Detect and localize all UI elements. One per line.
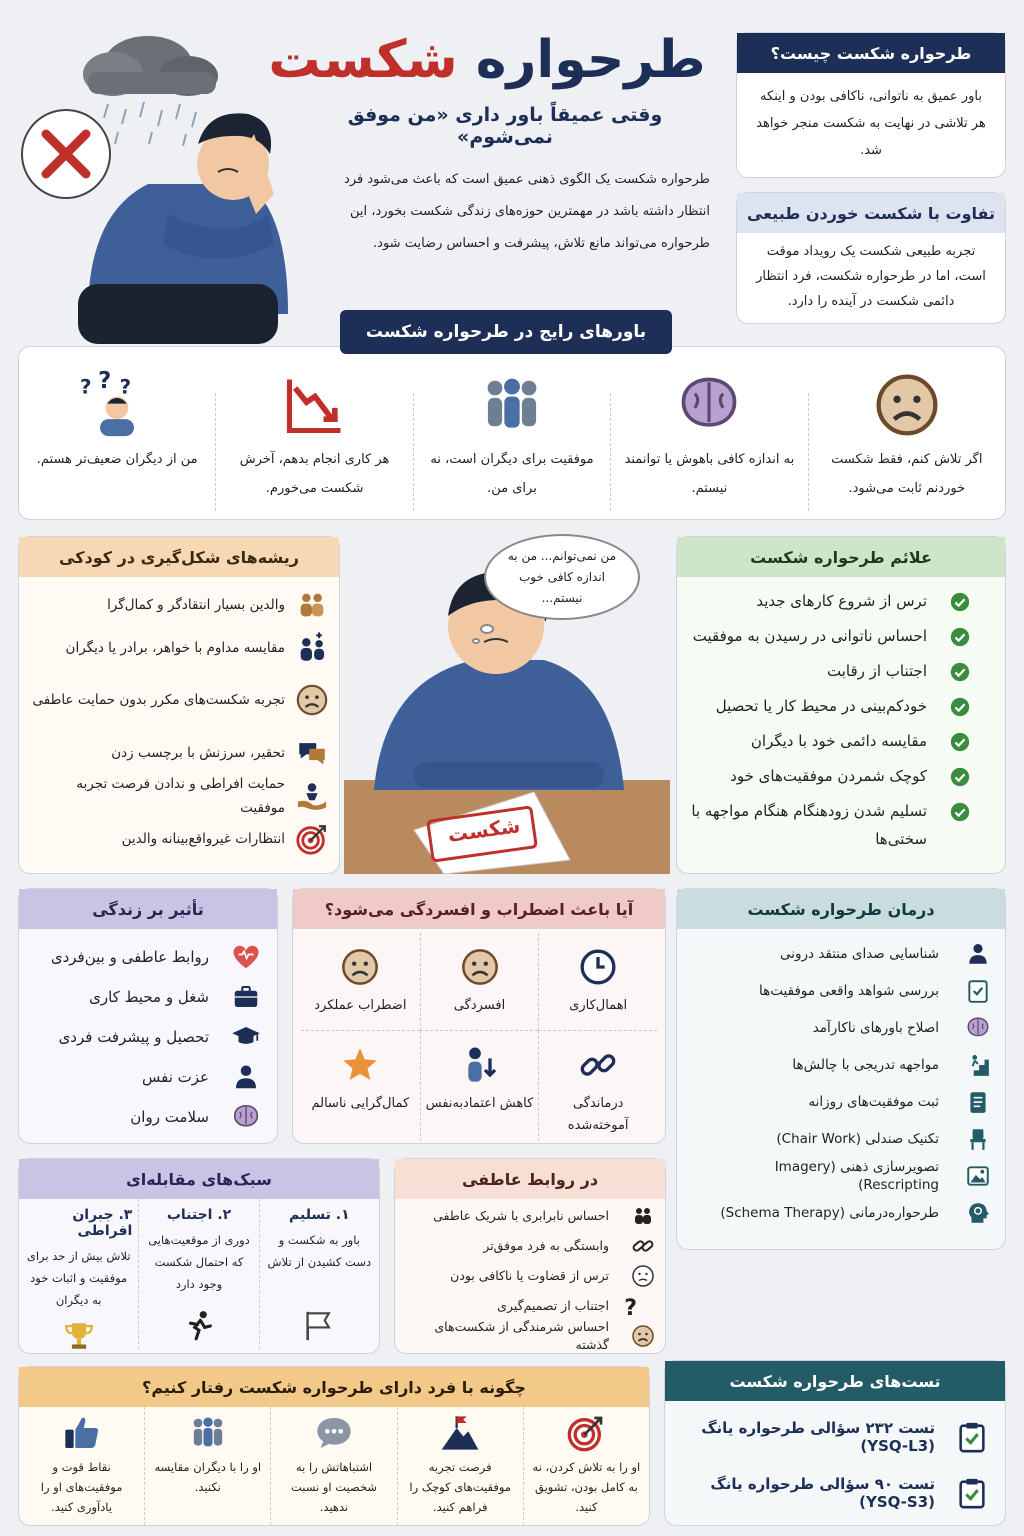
heart-icon — [231, 942, 261, 972]
roots-card — [18, 536, 340, 874]
treatment-text: بررسی شواهد واقعی موفقیت‌ها — [759, 982, 939, 999]
paper-label: شکست — [446, 813, 522, 847]
trophy-icon — [62, 1319, 96, 1353]
running-person-icon — [182, 1309, 216, 1343]
coping-grid — [19, 1199, 379, 1349]
chair-icon — [965, 1126, 991, 1152]
belief-item — [610, 393, 807, 511]
relationship-text: احساس نابرابری با شریک عاطفی — [433, 1208, 609, 1223]
belief-item — [808, 393, 1005, 511]
coping-item — [19, 1199, 138, 1349]
coping-title: سبک‌های مقابله‌ای — [19, 1159, 379, 1199]
relationship-text: اجتناب از تصمیم‌گیری — [497, 1298, 609, 1313]
mountain-flag-icon — [440, 1413, 480, 1453]
picture-icon — [965, 1163, 991, 1189]
coping-text: دوری از موقعیت‌هایی که احتمال شکست وجود دارد — [148, 1233, 250, 1291]
coping-name: ۳. جبران افراطی — [72, 1207, 133, 1239]
treatment-item — [691, 1157, 991, 1194]
anxiety-item — [420, 1031, 539, 1141]
sign-text: کوچک شمردن موفقیت‌های خود — [730, 767, 927, 785]
title-part-1: طرحواره — [475, 30, 706, 90]
sign-item — [691, 690, 991, 725]
sad-face-icon — [460, 947, 500, 987]
chain-icon — [578, 1045, 618, 1085]
beliefs-list — [19, 368, 1005, 511]
subtitle: وقتی عمیقاً باور داری «من موفق نمی‌شوم» — [347, 104, 663, 148]
check-circle-icon — [949, 696, 971, 718]
test-item — [681, 1409, 989, 1465]
belief-text: موفقیت برای دیگران است، نه برای من. — [430, 452, 594, 496]
svg-text:?: ? — [98, 368, 112, 394]
confused-person-icon — [80, 368, 151, 439]
treatment-item — [691, 1009, 991, 1046]
what-is-text: باور عمیق به ناتوانی، ناکافی بودن و اینکه هر تلاشی در نهایت به شکست منجر خواهد شد. — [756, 89, 986, 158]
what-is-card — [736, 32, 1006, 178]
how-text: اشتباهاتش را به شخصیت او نسبت ندهید. — [290, 1460, 378, 1514]
sign-item — [691, 795, 991, 853]
anxiety-text: اضطراب عملکرد — [314, 998, 407, 1013]
check-circle-icon — [949, 591, 971, 613]
impact-text: سلامت روان — [130, 1108, 209, 1126]
how-title: چگونه با فرد دارای طرحواره شکست رفتار کنیم؟ — [19, 1367, 649, 1407]
root-text: تحقیر، سرزنش با برچسب زدن — [111, 744, 285, 761]
hand-support-icon — [295, 779, 329, 813]
how-text: فرصت تجربه موفقیت‌های کوچک را فراهم کنید. — [409, 1460, 511, 1514]
brain-icon — [965, 1015, 991, 1041]
how-text: او را به تلاش کردن، نه به کامل بودن، تشویق کنید. — [532, 1460, 641, 1514]
how-item — [523, 1407, 649, 1525]
treatment-text: اصلاح باورهای ناکارآمد — [812, 1019, 939, 1036]
clipboard-check-icon — [955, 1420, 989, 1454]
belief-item — [413, 393, 610, 511]
root-item — [29, 583, 329, 626]
relationships-card — [394, 1158, 666, 1354]
tests-list — [665, 1401, 1005, 1529]
tests-card — [664, 1360, 1006, 1526]
thought-text: من نمی‌توانم... من به اندازه کافی خوب نیستم... — [507, 548, 617, 605]
treatment-item — [691, 1046, 991, 1083]
check-circle-icon — [949, 766, 971, 788]
relationship-item — [405, 1291, 655, 1321]
relationship-item — [405, 1201, 655, 1231]
impact-item — [35, 1097, 261, 1137]
relationship-item — [405, 1261, 655, 1291]
root-item — [29, 731, 329, 774]
center-illustration — [344, 530, 670, 874]
how-item — [270, 1407, 396, 1525]
people-icon — [188, 1413, 228, 1453]
root-text: حمایت افراطی و ندادن فرصت تجربه موفقیت — [76, 775, 285, 816]
checklist-icon — [965, 978, 991, 1004]
how-text: او را با دیگران مقایسه نکنید. — [154, 1460, 262, 1494]
sad-face-icon — [295, 683, 329, 717]
couple-icon — [631, 1204, 655, 1228]
sign-item — [691, 725, 991, 760]
anxiety-item — [538, 1031, 657, 1141]
treatment-title: درمان طرحواره شکست — [677, 889, 1005, 929]
how-text: نقاط قوت و موفقیت‌های او را یادآوری کنید. — [40, 1460, 123, 1514]
treatment-item — [691, 1194, 991, 1231]
root-text: انتظارات غیرواقع‌بینانه والدین — [121, 830, 285, 847]
check-circle-icon — [949, 661, 971, 683]
person-icon — [965, 941, 991, 967]
root-text: مقایسه مداوم با خواهر، برادر یا دیگران — [65, 639, 285, 656]
sign-text: خودکم‌بینی در محیط کار یا تحصیل — [715, 697, 927, 715]
stairs-icon — [965, 1052, 991, 1078]
anxiety-item — [301, 1031, 420, 1141]
anxiety-card — [292, 888, 666, 1144]
difference-text: تجربه طبیعی شکست یک رویداد موقت است، اما در طرحواره شکست، فرد انتظار دائمی شکست در آینده را دارد. — [756, 244, 986, 309]
clipboard-check-icon — [955, 1476, 989, 1510]
impact-text: عزت نفس — [141, 1068, 209, 1086]
belief-item — [19, 368, 215, 511]
impact-text: شغل و محیط کاری — [89, 988, 209, 1006]
anxiety-text: افسردگی — [453, 998, 506, 1013]
anxiety-grid — [293, 929, 665, 1145]
sign-text: احساس ناتوانی در رسیدن به موفقیت — [692, 627, 927, 645]
title-part-2: شکست — [268, 30, 458, 90]
white-flag-icon — [302, 1309, 336, 1343]
impact-item — [35, 977, 261, 1017]
belief-text: به اندازه کافی باهوش یا توانمند نیستم. — [624, 452, 795, 496]
sign-item — [691, 655, 991, 690]
compare-icon — [295, 631, 329, 665]
belief-text: هر کاری انجام بدهم، آخرش شکست می‌خورم. — [239, 452, 390, 496]
svg-text:?: ? — [624, 1296, 637, 1321]
relationships-list — [395, 1199, 665, 1353]
check-circle-icon — [949, 626, 971, 648]
how-item — [144, 1407, 270, 1525]
clock-icon — [578, 947, 618, 987]
impact-list — [19, 929, 277, 1145]
root-text: تجربه شکست‌های مکرر بدون حمایت عاطفی — [32, 692, 285, 708]
anxiety-text: اهمال‌کاری — [569, 998, 628, 1013]
treatment-text: ثبت موفقیت‌های روزانه — [808, 1093, 939, 1110]
treatment-item — [691, 1120, 991, 1157]
how-item — [19, 1407, 144, 1525]
what-is-title: طرحواره شکست چیست؟ — [737, 33, 1005, 73]
treatment-item — [691, 972, 991, 1009]
people-icon — [478, 371, 546, 439]
target-icon — [566, 1413, 606, 1453]
signs-card — [676, 536, 1006, 874]
impact-item — [35, 1057, 261, 1097]
sad-face-icon — [340, 947, 380, 987]
coping-name: ۱. تسلیم — [289, 1207, 350, 1223]
root-item — [29, 817, 329, 860]
impact-item — [35, 937, 261, 977]
thought-bubble — [484, 534, 640, 620]
root-item — [29, 626, 329, 669]
impact-title: تأثیر بر زندگی — [19, 889, 277, 929]
anxiety-text: درماندگی آموخته‌شده — [567, 1096, 629, 1133]
signs-title: علائم طرحواره شکست — [677, 537, 1005, 577]
beliefs-card — [18, 346, 1006, 520]
treatment-text: طرحواره‌درمانی (Schema Therapy) — [720, 1204, 939, 1221]
svg-text:?: ? — [119, 375, 132, 399]
speech-icon — [295, 736, 329, 770]
sign-text: مقایسه دائمی خود با دیگران — [750, 732, 927, 750]
check-circle-icon — [949, 801, 971, 823]
test-text: تست ۲۳۲ سؤالی طرحواره یانگ (YSQ-L3) — [701, 1419, 935, 1455]
treatment-list — [677, 929, 1005, 1237]
worried-face-icon — [631, 1264, 655, 1288]
brain-icon — [231, 1102, 261, 1132]
relationship-text: وابستگی به فرد موفق‌تر — [483, 1238, 609, 1253]
anxiety-item — [538, 933, 657, 1031]
beliefs-title: باورهای رایج در طرحواره شکست — [340, 310, 672, 354]
anxiety-item — [301, 933, 420, 1031]
test-item — [681, 1465, 989, 1521]
coping-item — [259, 1199, 379, 1349]
impact-text: تحصیل و پیشرفت فردی — [58, 1028, 209, 1046]
roots-title: ریشه‌های شکل‌گیری در کودکی — [19, 537, 339, 577]
sign-item — [691, 585, 991, 620]
anxiety-text: کمال‌گرایی ناسالم — [311, 1096, 410, 1111]
treatment-card — [676, 888, 1006, 1250]
coping-name: ۲. اجتناب — [166, 1207, 232, 1223]
notebook-icon — [965, 1089, 991, 1115]
anxiety-text: کاهش اعتمادبه‌نفس — [425, 1096, 534, 1111]
head-icon — [965, 1200, 991, 1226]
signs-list — [677, 577, 1005, 861]
difference-title: تفاوت با شکست خوردن طبیعی — [737, 193, 1005, 233]
relationship-text: احساس شرمندگی از شکست‌های گذشته — [434, 1319, 609, 1352]
impact-card — [18, 888, 278, 1144]
anxiety-title: آیا باعث اضطراب و افسردگی می‌شود؟ — [293, 889, 665, 929]
root-text: والدین بسیار انتقادگر و کمال‌گرا — [107, 596, 285, 613]
target-icon — [295, 822, 329, 856]
root-item — [29, 774, 329, 817]
anxiety-item — [420, 933, 539, 1031]
svg-text:?: ? — [80, 375, 92, 399]
briefcase-icon — [231, 982, 261, 1012]
how-card — [18, 1366, 650, 1526]
red-x-icon — [22, 110, 110, 198]
impact-text: روابط عاطفی و بین‌فردی — [50, 948, 209, 966]
relationship-item — [405, 1321, 655, 1351]
belief-item — [215, 393, 412, 511]
relationship-item — [405, 1231, 655, 1261]
brain-icon — [675, 371, 743, 439]
relationships-title: در روابط عاطفی — [395, 1159, 665, 1199]
parents-icon — [295, 588, 329, 622]
person-icon — [231, 1062, 261, 1092]
intro-text: طرحواره شکست یک الگوی ذهنی عمیق است که باعث می‌شود فرد انتظار داشته باشد در مهمترین حوزه‌های زندگی شکست بخورد، این طرحواره می‌تواند مانع تلاش، پیشرفت و احساس رضایت شود. — [344, 172, 710, 251]
root-item — [29, 669, 329, 731]
star-icon — [340, 1045, 380, 1085]
coping-text: باور به شکست و دست کشیدن از تلاش — [267, 1233, 372, 1269]
treatment-text: تکنیک صندلی (Chair Work) — [776, 1130, 939, 1147]
belief-text: من از دیگران ضعیف‌تر هستم. — [36, 452, 198, 467]
sign-text: ترس از شروع کارهای جدید — [756, 592, 927, 610]
question-icon — [624, 1294, 655, 1321]
tests-title: تست‌های طرحواره شکست — [665, 1361, 1005, 1401]
sad-face-icon — [873, 371, 941, 439]
coping-item — [138, 1199, 258, 1349]
roots-list — [19, 577, 339, 866]
belief-text: اگر تلاش کنم، فقط شکست خوردنم ثابت می‌شود. — [831, 452, 983, 496]
impact-item — [35, 1017, 261, 1057]
coping-card — [18, 1158, 380, 1354]
sign-text: اجتناب از رقابت — [826, 662, 927, 680]
sign-item — [691, 760, 991, 795]
sign-text: تسلیم شدن زودهنگام هنگام مواجهه با سختی‌ها — [691, 802, 927, 848]
check-circle-icon — [949, 731, 971, 753]
declining-chart-icon — [281, 371, 349, 439]
sign-item — [691, 620, 991, 655]
page-title — [262, 24, 712, 96]
difference-card — [736, 192, 1006, 324]
treatment-text: مواجهه تدریجی با چالش‌ها — [792, 1056, 939, 1073]
treatment-item — [691, 935, 991, 972]
how-grid — [19, 1407, 649, 1525]
sad-face-icon — [631, 1324, 655, 1348]
link-icon — [631, 1234, 655, 1258]
coping-text: تلاش بیش از حد برای موفقیت و اثبات خود به دیگران — [26, 1249, 131, 1307]
relationship-text: ترس از قضاوت یا ناکافی بودن — [450, 1268, 609, 1283]
graduation-cap-icon — [231, 1022, 261, 1052]
treatment-text: شناسایی صدای منتقد درونی — [779, 945, 939, 962]
how-item — [397, 1407, 523, 1525]
treatment-item — [691, 1083, 991, 1120]
treatment-text: تصویرسازی ذهنی (Imagery Rescripting) — [774, 1158, 939, 1193]
test-text: تست ۹۰ سؤالی طرحواره یانگ (YSQ-S3) — [710, 1475, 935, 1511]
thumbs-up-icon — [62, 1413, 102, 1453]
person-down-icon — [460, 1045, 500, 1085]
speech-bubble-icon — [314, 1413, 354, 1453]
